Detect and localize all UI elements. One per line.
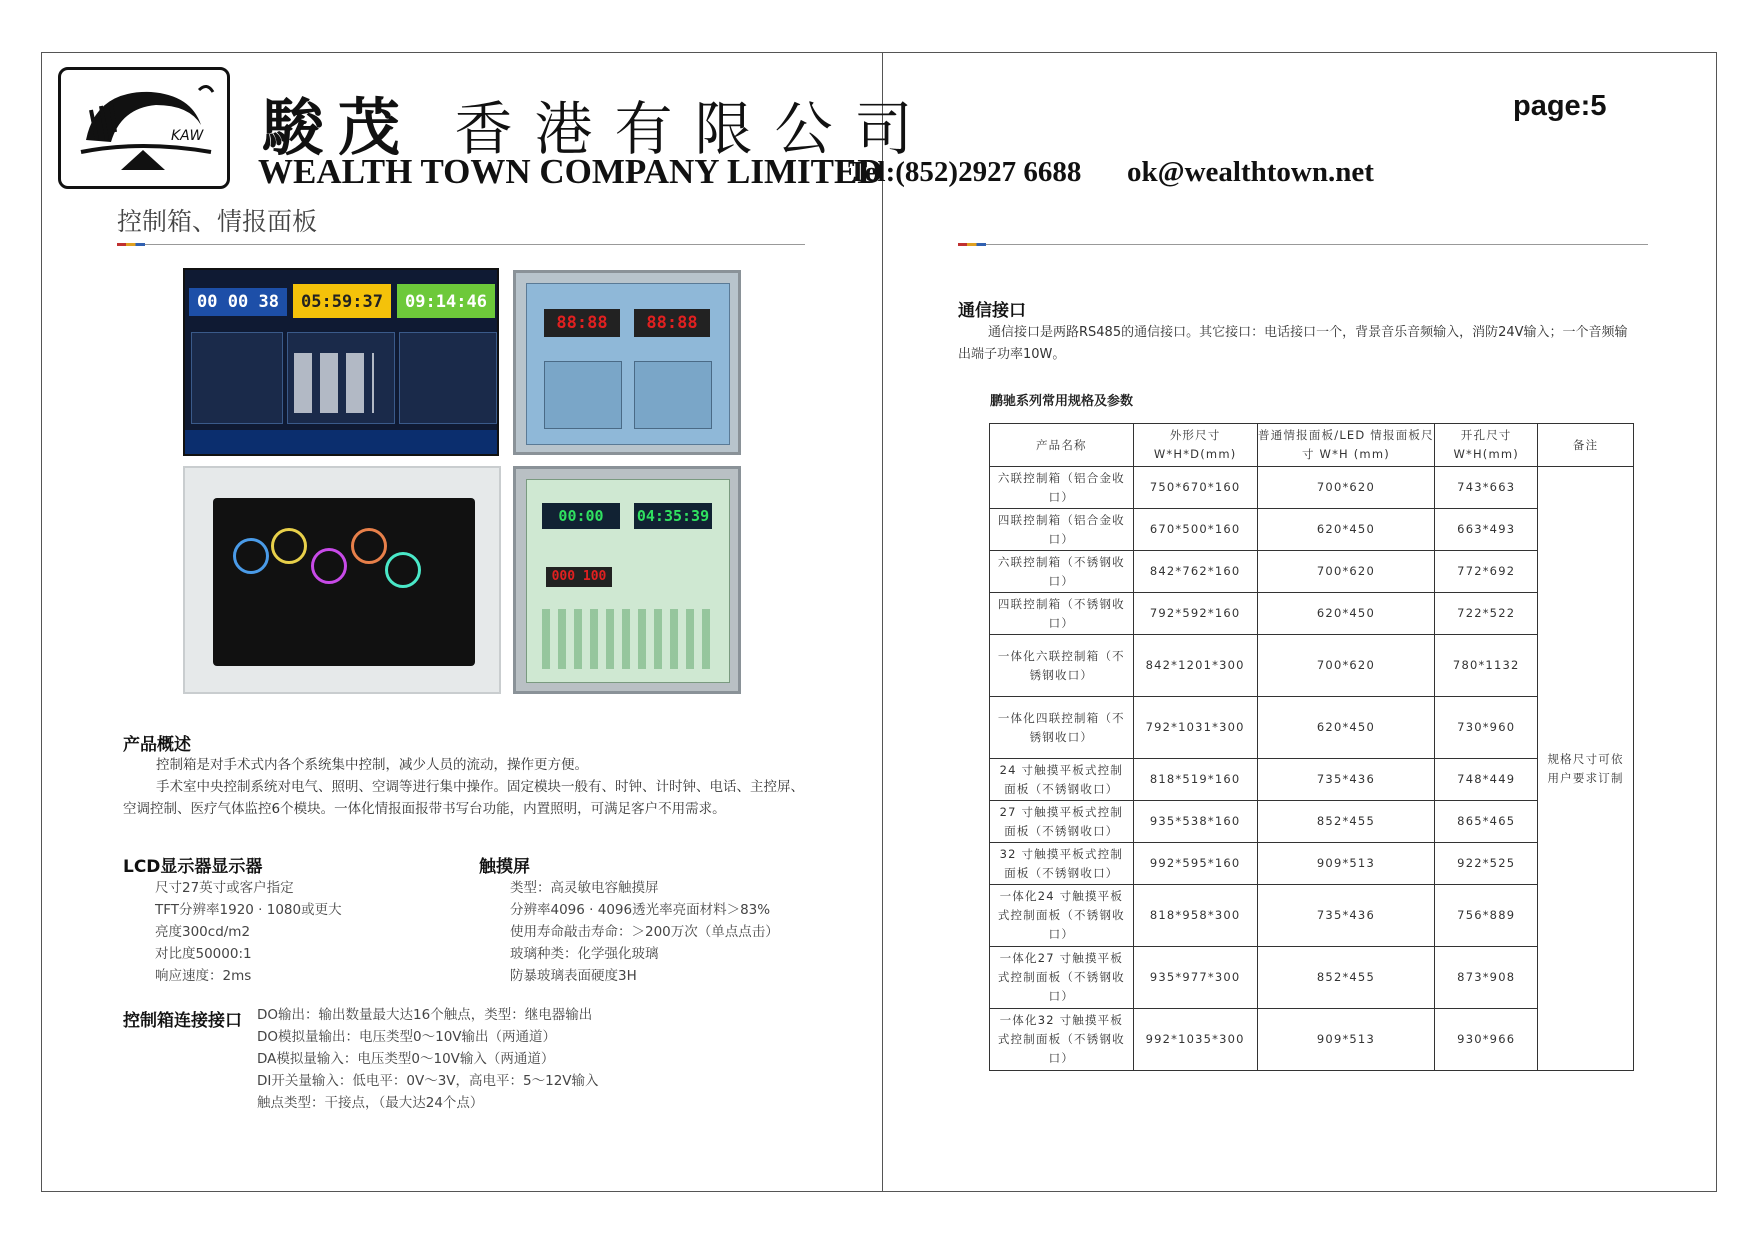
cell-panel-size: 909*513 (1257, 1009, 1435, 1071)
interface-spec-item: DO输出：输出数量最大达16个触点，类型：继电器输出 (257, 1007, 593, 1023)
page-divider (882, 52, 883, 1192)
lcd-spec-item: 亮度300cd/m2 (155, 924, 251, 940)
cell-product-name: 一体化六联控制箱（不锈钢收口） (990, 635, 1134, 697)
touch-spec-item: 玻璃种类：化学强化玻璃 (510, 946, 659, 962)
control-panel-photo-1 (183, 268, 499, 456)
page-number: page:5 (1513, 90, 1607, 122)
cell-remark: 规格尺寸可依用户要求订制 (1538, 467, 1634, 1071)
lcd-spec-item: 尺寸27英寸或客户指定 (155, 880, 294, 896)
header-outer-size: 外形尺寸 W*H*D(mm) (1133, 424, 1257, 467)
comm-interface-text: 通信接口是两路RS485的通信接口。其它接口：电话接口一个，背景音乐音频输入，消防24V输入；一个音频输出端子功率10W。 (958, 325, 1628, 362)
table-row (990, 759, 1634, 801)
phone-number: Tel:(852)2927 6688 (848, 156, 1082, 188)
comm-interface-title: 通信接口 (958, 301, 1026, 321)
right-rule (986, 244, 1648, 245)
gauge-icon (351, 528, 387, 564)
cell-product-name: 一体化27 寸触摸平板式控制面板（不锈钢收口） (990, 947, 1134, 1009)
interface-spec-item: 触点类型：干接点，（最大达24个点） (257, 1095, 484, 1111)
cell-panel-size: 620*450 (1257, 697, 1435, 759)
table-row (990, 593, 1634, 635)
cell-cutout-size: 743*663 (1435, 467, 1538, 509)
cell-cutout-size: 780*1132 (1435, 635, 1538, 697)
cell-product-name: 32 寸触摸平板式控制面板（不锈钢收口） (990, 843, 1134, 885)
interface-spec-list (257, 1004, 599, 1114)
email-address[interactable]: ok@wealthtown.net (1127, 156, 1374, 188)
cell-panel-size: 700*620 (1257, 467, 1435, 509)
led-readout-1: 88:88 (556, 313, 608, 333)
gauge-icon (311, 548, 347, 584)
table-row (990, 801, 1634, 843)
cell-panel-size: 852*455 (1257, 801, 1435, 843)
cell-product-name: 四联控制箱（铝合金收口） (990, 509, 1134, 551)
interface-title: 控制箱连接接口 (123, 1011, 242, 1031)
header-cutout-size: 开孔尺寸 W*H(mm) (1435, 424, 1538, 467)
cell-cutout-size: 730*960 (1435, 697, 1538, 759)
cell-cutout-size: 772*692 (1435, 551, 1538, 593)
touch-title: 触摸屏 (479, 857, 530, 877)
cell-outer-size: 792*1031*300 (1133, 697, 1257, 759)
header-product-name: 产品名称 (990, 424, 1134, 467)
cell-outer-size: 935*538*160 (1133, 801, 1257, 843)
table-row (990, 1009, 1634, 1071)
spec-table (989, 423, 1634, 1071)
cell-outer-size: 818*519*160 (1133, 759, 1257, 801)
title-rule (145, 244, 805, 245)
table-row (990, 843, 1634, 885)
climate-panel (191, 332, 283, 424)
header-panel-size: 普通情报面板/LED 情报面板尺寸 W*H (mm) (1257, 424, 1435, 467)
nav-bar (185, 430, 497, 454)
gauge-icon (271, 528, 307, 564)
cell-cutout-size: 922*525 (1435, 843, 1538, 885)
control-panel-photo-4 (513, 466, 741, 694)
touch-spec-item: 分辨率4096 · 4096透光率亮面材料＞83% (510, 902, 771, 918)
timer-readout-1: 00 00 38 (197, 292, 279, 312)
interface-spec-item: DA模拟量输入：电压类型0～10V输入（两通道） (257, 1051, 555, 1067)
cell-outer-size: 992*1035*300 (1133, 1009, 1257, 1071)
cell-cutout-size: 722*522 (1435, 593, 1538, 635)
led-readout-3: 000 100 (551, 569, 607, 584)
company-name-english: WEALTH TOWN COMPANY LIMITED (258, 152, 883, 191)
touch-spec-item: 防暴玻璃表面硬度3H (510, 968, 637, 984)
gauge-icon (385, 552, 421, 588)
cell-product-name: 一体化24 寸触摸平板式控制面板（不锈钢收口） (990, 885, 1134, 947)
cell-outer-size: 842*762*160 (1133, 551, 1257, 593)
table-header-row (990, 424, 1634, 467)
header-remark: 备注 (1538, 424, 1634, 467)
lcd-spec-item: 响应速度：2ms (155, 968, 252, 984)
company-logo (58, 67, 230, 189)
overview-paragraph-2: 手术室中央控制系统对电气、照明、空调等进行集中操作。固定模块一般有、时钟、计时钟、电话、主控屏、空调控制、医疗气体监控6个模块。一体化情报面报带书写台功能，内置照明，可满足客户不用需求。 (123, 779, 804, 817)
touch-spec-list (510, 877, 779, 987)
table-row (990, 697, 1634, 759)
table-row (990, 947, 1634, 1009)
cell-cutout-size: 663*493 (1435, 509, 1538, 551)
cell-panel-size: 700*620 (1257, 551, 1435, 593)
cell-product-name: 27 寸触摸平板式控制面板（不锈钢收口） (990, 801, 1134, 843)
cell-panel-size: 620*450 (1257, 593, 1435, 635)
table-row (990, 467, 1634, 509)
touch-screen (213, 498, 475, 666)
lcd-spec-item: 对比度50000:1 (155, 946, 252, 962)
cell-cutout-size: 873*908 (1435, 947, 1538, 1009)
overview-title: 产品概述 (123, 735, 191, 755)
cell-outer-size: 842*1201*300 (1133, 635, 1257, 697)
cell-product-name: 一体化32 寸触摸平板式控制面板（不锈钢收口） (990, 1009, 1134, 1071)
cell-cutout-size: 865*465 (1435, 801, 1538, 843)
cell-product-name: 一体化四联控制箱（不锈钢收口） (990, 697, 1134, 759)
table-row (990, 635, 1634, 697)
phone-keypad-panel (287, 332, 395, 424)
gas-monitor-panel (399, 332, 497, 424)
title-accent-bar (117, 243, 145, 246)
cell-outer-size: 818*958*300 (1133, 885, 1257, 947)
cell-panel-size: 909*513 (1257, 843, 1435, 885)
control-module-right (634, 361, 712, 429)
cell-outer-size: 750*670*160 (1133, 467, 1257, 509)
cell-cutout-size: 756*889 (1435, 885, 1538, 947)
cell-panel-size: 735*436 (1257, 885, 1435, 947)
right-accent-bar (958, 243, 986, 246)
keypad-keys (294, 353, 374, 413)
cell-cutout-size: 748*449 (1435, 759, 1538, 801)
svg-text:KAW: KAW (171, 128, 204, 144)
led-readout-2: 04:35:39 (636, 507, 710, 525)
interface-spec-item: DO模拟量输出：电压类型0～10V输出（两通道） (257, 1029, 557, 1045)
company-name-chinese-suffix: 香港有限公司 (454, 95, 935, 163)
table-row (990, 885, 1634, 947)
cell-product-name: 六联控制箱（铝合金收口） (990, 467, 1134, 509)
lcd-spec-item: TFT分辨率1920 · 1080或更大 (155, 902, 342, 918)
timer-readout-2: 05:59:37 (301, 292, 383, 312)
led-readout-2: 88:88 (646, 313, 698, 333)
gauge-icon (233, 538, 269, 574)
table-caption: 鹏驰系列常用规格及参数 (990, 394, 1134, 409)
cell-outer-size: 935*977*300 (1133, 947, 1257, 1009)
cell-panel-size: 620*450 (1257, 509, 1435, 551)
lcd-spec-list (155, 877, 342, 987)
interface-spec-item: DI开关量输入：低电平：0V～3V，高电平：5～12V输入 (257, 1073, 599, 1089)
cell-panel-size: 700*620 (1257, 635, 1435, 697)
control-module-left (544, 361, 622, 429)
cell-product-name: 24 寸触摸平板式控制面板（不锈钢收口） (990, 759, 1134, 801)
timer-readout-3: 09:14:46 (405, 292, 487, 312)
cell-product-name: 四联控制箱（不锈钢收口） (990, 593, 1134, 635)
table-row (990, 509, 1634, 551)
touch-spec-item: 使用寿命敲击寿命：＞200万次（单点点击） (510, 924, 779, 940)
table-row (990, 551, 1634, 593)
touch-spec-item: 类型：高灵敏电容触摸屏 (510, 880, 659, 896)
button-rows (542, 609, 712, 669)
cell-outer-size: 992*595*160 (1133, 843, 1257, 885)
section-title: 控制箱、情报面板 (117, 207, 318, 236)
cell-outer-size: 670*500*160 (1133, 509, 1257, 551)
cell-product-name: 六联控制箱（不锈钢收口） (990, 551, 1134, 593)
touch-screen-panel-photo (183, 466, 501, 694)
control-panel-photo-2 (513, 270, 741, 455)
company-name-chinese-main: 駿茂 (262, 91, 415, 164)
cell-cutout-size: 930*966 (1435, 1009, 1538, 1071)
cell-outer-size: 792*592*160 (1133, 593, 1257, 635)
overview-paragraph-1: 控制箱是对手术式内各个系统集中控制，减少人员的流动，操作更方便。 (156, 757, 588, 773)
led-readout-1: 00:00 (558, 507, 604, 525)
cell-panel-size: 735*436 (1257, 759, 1435, 801)
cell-panel-size: 852*455 (1257, 947, 1435, 1009)
lcd-title: LCD显示器显示器 (123, 857, 263, 877)
